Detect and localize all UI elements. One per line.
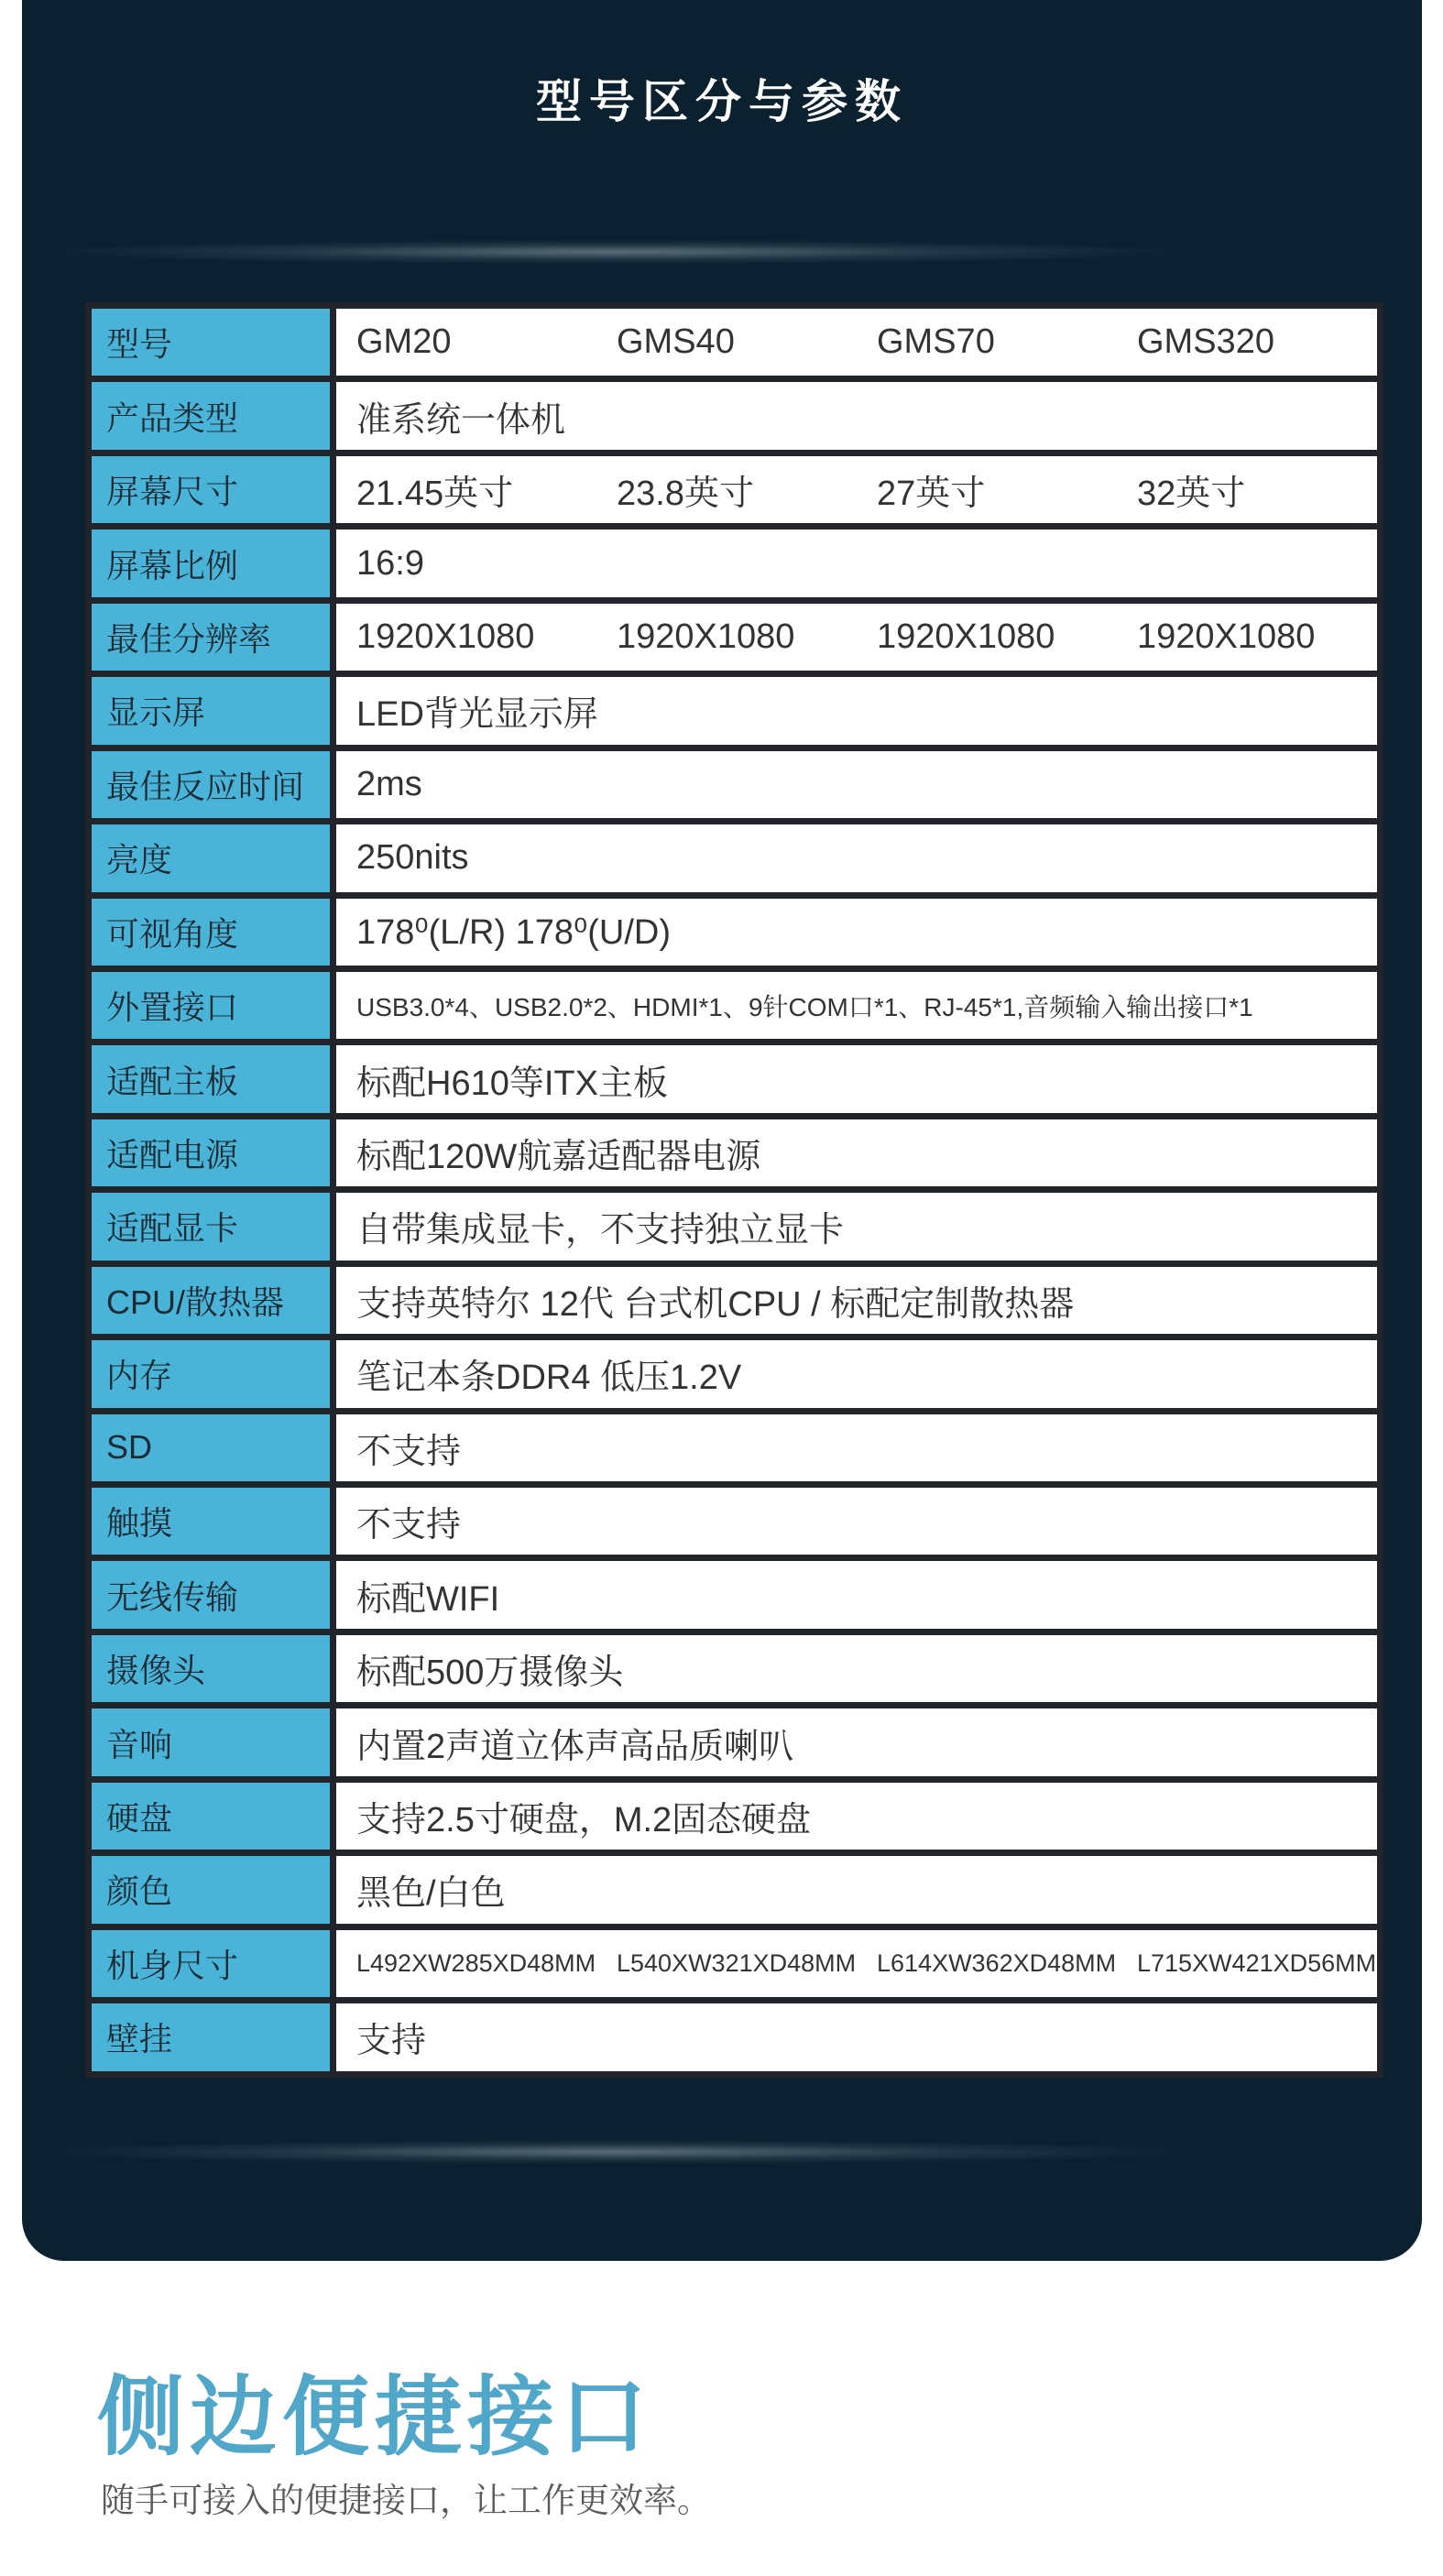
row-value: 16:9 (336, 529, 1377, 596)
table-row (92, 1481, 1377, 1555)
footer-subtitle: 随手可接入的便捷接口，让工作更效率。 (101, 2482, 711, 2519)
row-label: 触摸 (92, 1488, 336, 1555)
table-row (92, 818, 1377, 891)
row-label: 壁挂 (92, 2003, 336, 2070)
row-label: 内存 (92, 1340, 336, 1407)
row-label: 音响 (92, 1708, 336, 1775)
row-value-item: 23.8英寸 (617, 475, 754, 514)
row-value-item: GMS320 (1137, 322, 1274, 362)
table-row (92, 450, 1377, 523)
row-label: 适配电源 (92, 1119, 336, 1186)
table-row (92, 892, 1377, 966)
table-row (92, 523, 1377, 596)
table-row (92, 1113, 1377, 1186)
row-label: 外置接口 (92, 972, 336, 1039)
spec-panel (22, 0, 1422, 2261)
table-row (92, 671, 1377, 744)
row-value: 笔记本条DDR4 低压1.2V (336, 1340, 1377, 1407)
table-row (92, 1261, 1377, 1334)
table-row (92, 1629, 1377, 1702)
row-value: 不支持 (336, 1488, 1377, 1555)
row-value: 支持 (336, 2003, 1377, 2070)
row-value: 支持2.5寸硬盘，M.2固态硬盘 (336, 1783, 1377, 1850)
table-row (92, 376, 1377, 449)
row-label: SD (92, 1414, 336, 1481)
row-label: 适配显卡 (92, 1193, 336, 1260)
row-value: 不支持 (336, 1414, 1377, 1481)
row-value-item: GM20 (356, 322, 452, 362)
row-value: 标配120W航嘉适配器电源 (336, 1119, 1377, 1186)
row-value-item: GMS40 (617, 322, 735, 362)
table-row (92, 309, 1377, 376)
footer-heading: 侧边便捷接口 (97, 2369, 653, 2466)
row-value-item: L492XW285XD48MM (356, 1948, 596, 1977)
row-value: 178⁰(L/R) 178⁰(U/D) (336, 899, 1377, 966)
table-row (92, 1702, 1377, 1775)
row-value: 内置2声道立体声高品质喇叭 (336, 1708, 1377, 1775)
table-row (92, 1776, 1377, 1850)
row-label: 机身尺寸 (92, 1930, 336, 1997)
row-label: 摄像头 (92, 1635, 336, 1702)
row-value (336, 1930, 1377, 1997)
light-streak-bottom (50, 2136, 1394, 2167)
row-value-item: 32英寸 (1137, 475, 1246, 514)
row-label: 型号 (92, 309, 336, 376)
row-value-item: L540XW321XD48MM (617, 1948, 857, 1977)
row-value: 标配500万摄像头 (336, 1635, 1377, 1702)
row-label: CPU/散热器 (92, 1267, 336, 1334)
row-value (336, 309, 1377, 376)
light-streak-top (50, 236, 1394, 267)
row-label: 无线传输 (92, 1561, 336, 1628)
row-label: 颜色 (92, 1856, 336, 1923)
row-value-item: 1920X1080 (877, 617, 1055, 656)
table-row (92, 966, 1377, 1039)
table-row (92, 1555, 1377, 1628)
table-row (92, 1334, 1377, 1407)
row-label: 显示屏 (92, 677, 336, 744)
row-value-item: GMS70 (877, 322, 995, 362)
row-value: 250nits (336, 824, 1377, 891)
row-value-item: 1920X1080 (1137, 617, 1316, 656)
row-value: 准系统一体机 (336, 382, 1377, 449)
row-label: 亮度 (92, 824, 336, 891)
table-row (92, 1186, 1377, 1260)
row-label: 最佳反应时间 (92, 751, 336, 818)
row-label: 最佳分辨率 (92, 604, 336, 671)
table-row (92, 597, 1377, 671)
table-row (92, 1408, 1377, 1481)
row-value: 自带集成显卡，不支持独立显卡 (336, 1193, 1377, 1260)
row-value: USB3.0*4、USB2.0*2、HDMI*1、9针COM口*1、RJ-45*1,音频输入输出接口*1 (336, 972, 1377, 1039)
row-value: 支持英特尔 12代 台式机CPU / 标配定制散热器 (336, 1267, 1377, 1334)
row-value: 标配H610等ITX主板 (336, 1045, 1377, 1112)
row-value (336, 456, 1377, 523)
table-row (92, 745, 1377, 818)
row-label: 硬盘 (92, 1783, 336, 1850)
row-value: LED背光显示屏 (336, 677, 1377, 744)
row-label: 适配主板 (92, 1045, 336, 1112)
table-row (92, 1039, 1377, 1112)
row-value (336, 604, 1377, 671)
table-row (92, 1850, 1377, 1923)
row-value-item: L715XW421XD56MM (1137, 1948, 1377, 1977)
row-value-item: 21.45英寸 (356, 475, 514, 514)
row-label: 屏幕比例 (92, 529, 336, 596)
row-value-item: 27英寸 (877, 475, 986, 514)
row-label: 可视角度 (92, 899, 336, 966)
row-value: 黑色/白色 (336, 1856, 1377, 1923)
spec-table (85, 302, 1383, 2078)
row-label: 屏幕尺寸 (92, 456, 336, 523)
row-value: 2ms (336, 751, 1377, 818)
row-value: 标配WIFI (336, 1561, 1377, 1628)
section-title: 型号区分与参数 (536, 76, 908, 127)
row-value-item: L614XW362XD48MM (877, 1948, 1117, 1977)
row-value-item: 1920X1080 (356, 617, 535, 656)
row-value-item: 1920X1080 (617, 617, 795, 656)
table-row (92, 1997, 1377, 2070)
row-label: 产品类型 (92, 382, 336, 449)
table-row (92, 1924, 1377, 1997)
